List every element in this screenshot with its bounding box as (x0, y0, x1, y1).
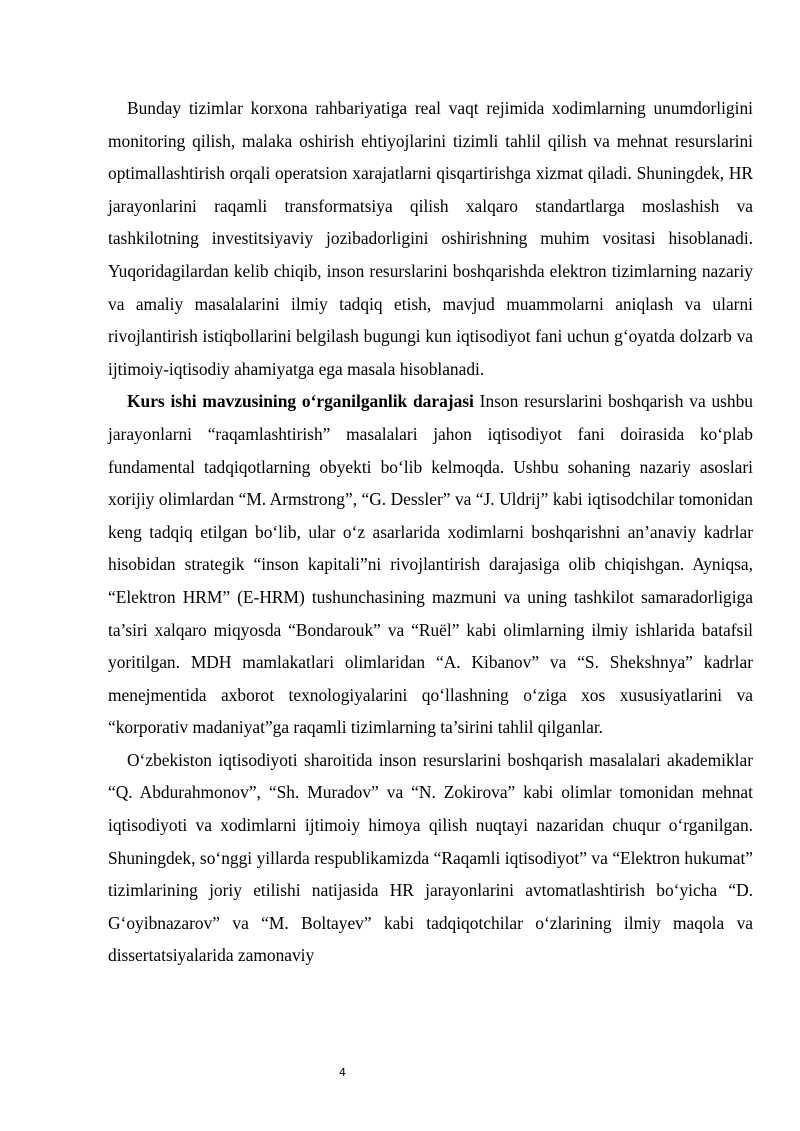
paragraph-lead-bold: Kurs ishi mavzusining o‘rganilganlik darajasi (127, 391, 474, 412)
paragraph-digital-hr-importance (108, 92, 753, 385)
paragraph-text: O‘zbekiston iqtisodiyoti sharoitida inson resurslarini boshqarish masalalari akademiklar “Q. Abdurahmonov”, “Sh. Muradov” va “N. Zokirova” kabi olimlar tomonidan mehnat iqtisodiyoti va xodimlarni ijtimoiy himoya qilish nuqtayi nazaridan chuqur o‘rganilgan. Shuningdek, so‘nggi yillarda respublikamizda “Raqamli iqtisodiyot” va “Elektron hukumat” tizimlarining joriy etilishi natijasida HR jarayonlarini avtomatlashtirish bo‘yicha “D. G‘oyibnazarov” va “M. Boltayev” kabi tadqiqotchilar o‘zlarining ilmiy maqola va dissertatsiyalarida zamonaviy (108, 749, 753, 966)
paragraph-text: Inson resurslarini boshqarish va ushbu jarayonlarni “raqamlashtirish” masalalari jahon iqtisodiyot fani doirasida ko‘plab fundamental tadqiqotlarning obyekti bo‘lib kelmoqda. Ushbu sohaning nazariy asoslari xorijiy olimlardan “M. Armstrong”, “G. Dessler” va “J. Uldrij” kabi iqtisodchilar tomonidan keng tadqiq etilgan bo‘lib, ular o‘z asarlarida xodimlarni boshqarishni an’anaviy kadrlar hisobidan strategik “inson kapitali”ni rivojlantirish darajasiga olib chiqishgan. Ayniqsa, “Elektron HRM” (E-HRM) tushunchasining mazmuni va uning tashkilot samaradorligiga ta’siri xalqaro miqyosda “Bondarouk” va “Ruël” kabi olimlarning ilmiy ishlarida batafsil yoritilgan. MDH mamlakatlari olimlaridan “A. Kibanov” va “S. Shekshnya” kadrlar menejmentida axborot texnologiyalarini qo‘llashning o‘ziga xos xususiyatlarini va “korporativ madaniyat”ga raqamli tizimlarning ta’sirini tahlil qilganlar. (108, 391, 753, 738)
paragraph-uzbekistan-research (108, 744, 753, 972)
document-page (108, 92, 753, 972)
paragraph-text: Bunday tizimlar korxona rahbariyatiga real vaqt rejimida xodimlarning unumdorligini monitoring qilish, malaka oshirish ehtiyojlarini tizimli tahlil qilish va mehnat resurslarini optimallashtirish orqali operatsion xarajatlarni qisqartirishga xizmat qiladi. Shuningdek, HR jarayonlarini raqamli transformatsiya qilish xalqaro standartlarga moslashish va tashkilotning investitsiyaviy jozibadorligini oshirishning muhim vositasi hisoblanadi. Yuqoridagilardan kelib chiqib, inson resurslarini boshqarishda elektron tizimlarning nazariy va amaliy masalalarini ilmiy tadqiq etish, mavjud muammolarni aniqlash va ularni rivojlantirish istiqbollarini belgilash bugungi kun iqtisodiyot fani uchun g‘oyatda dolzarb va ijtimoiy-iqtisodiy ahamiyatga ega masala hisoblanadi. (108, 98, 753, 379)
page-number: 4 (339, 1066, 346, 1079)
paragraph-research-degree (108, 385, 753, 744)
